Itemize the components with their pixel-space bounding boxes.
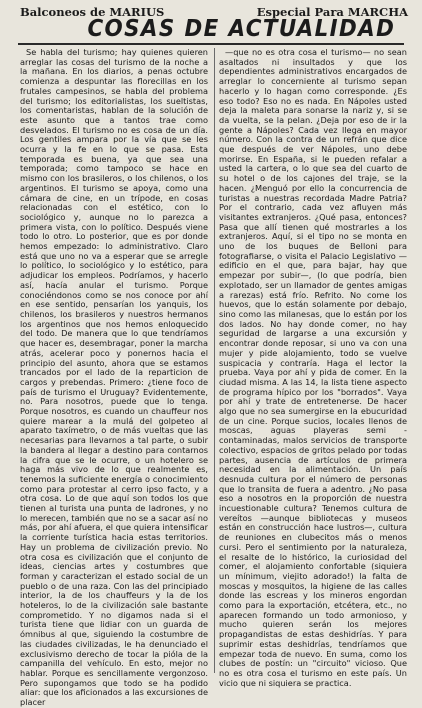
article-column-right bbox=[219, 47, 408, 688]
header-rule bbox=[18, 43, 404, 45]
article-text: —que no es otra cosa el turismo— no sean asaltados ni insultados y que los dependientes administrativos encargados de arreglar lo concerniente al turismo sepan hacerlo y lo hagan como corresponde. ¿Es eso todo? Eso no es nada. En Nápoles usted deja la maleta para sonarse la nariz y, si se da vuelta, se la pelan. ¿Deja por eso de ir la gente a Nápoles? Cada vez llega en mayor número. Con la contra de un refrán que dice que después de ver Nápoles, uno debe morirse. En España, si le pueden refalar a usted la cartera, o lo que sea del cuarto de su hotel o de los cajones del traje, se la hacen. ¿Menguó por ello la concurrencia de turistas a nuestras recordada Madre Patria? Por el contrario, cada vez afluyen más visitantes extranjeros. ¿Qué pasa, entonces? Pasa que allí tienen qué mostrarles a los extranjeros. Aquí, si el tipo no se monta en uno de los buques de Belloni para fotografiarse, o visita el Palacio Legislativo —edificio en el que, para bajar, hay que empezar por subir—, (lo que podría, bien explotado, ser un llamador de gentes amigas a rarezas) está frío. Refrito. No come los huevos, que lo están solamente por debajo, sino como las milanesas, que lo están por los dos lados. No hay donde comer, no hay seguridad de largarse a una excursión y encontrar donde reposar, si uno va con una mujer y pide alojamiento, todo se vuelve suspicacia y contraría. Haga el lector la prueba. Vaya por ahí y pida de comer. En la ciudad misma. A las 14, la lista tiene aspecto de programa hípico por los "borrados". Vaya por ahí y trate de entretenerse. De hacer algo que no sea sumergirse en la ebucuridad de un cine. Porque sucios, locales llenos de moscas, aguas playeras semi - contaminadas, malos servicios de transporte colectivo, espacios de gritos pelado por todas partes, ausencia de artículos de primera necesidad en la alimentación. Un país desnuda cultura por el número de personas que lo transita de fuera a adentro. ¿No pasa eso a nosotros en la proporción de nuestra incuestionable cultura? Tenemos cultura de vereítos —aunque bibliotecas y museos están en construcción hace lustros—, cultura de reuniones en clubecitos más o menos cursi. Pero el sentimiento por la naturaleza, el resalte de lo histórico, la curiosidad del comer, el alojamiento confortable (siquiera un mínimum, viejito adorado!) la falta de moscas y mosquitos, la higiene de las calles donde las escreas y los mineros engordan como para la exportación, etcétera, etc., no aparecen formando un todo armonioso, y mucho quieren serán los mejores propagandistas de estas deshidrías. Y para suprimir estas deshidrías, tendríamos que empezar toda de nuevo. En suma, como los clubes de postín: un "circuito" vicioso. Que no es otra cosa el turismo en este país. Un vicio que ni siquiera se practica. bbox=[219, 47, 408, 688]
headline: COSAS DE ACTUALIDAD bbox=[87, 16, 396, 42]
column-byline: Balconeos de MARIUS bbox=[20, 5, 165, 19]
article-column-left bbox=[20, 47, 208, 708]
column-divider bbox=[214, 48, 215, 673]
publication-credit: Especial Para MARCHA bbox=[256, 5, 408, 19]
article-text: Se habla del turismo; hay quienes quieren arreglar las cosas del turismo de la noche a la mañana. En los diarios, a penas octubre comienza a despuntar las florecillas en los frutales campesinos, se habla del problema del turismo; los editorialistas, los sueltistas, los comentaristas, hablan de la solución de este asunto que a tantos trae como desvelados. El turismo no es cosa de un día. Los gentiles ampara por la vía que se les ocurra y la fe en lo que se pasa. Esta temporada es buena, ya que sea una temporada; como tampoco se hace en mismo con los brasileros, o los chilenos, o los argentinos. El turismo se apoya, como una cámara de cine, en un trípode, en cosas relacionadas con el estético, con lo sociológico y, aunque no lo parezca a primera vista, con lo político. Después viene todo lo otro. Lo posterior, que es por donde hemos empezado: lo administrativo. Claro está que uno no va a esperar que se arregle lo político, lo sociológico y lo estético, para adjudicar los empleos. Podríamos, y hacerlo así, hacía anular el turismo. Porque conociéndonos como se nos conoce por ahí en ese sentido, pensarían los yanquis, los chilenos, los brasileros y nuestros hermanos los argentinos que nos hemos enloquecido del todo. De manera que lo que tendríamos que hacer es, desembragar, poner la marcha atrás, acelerar poco y ponernos hacia el principio del asunto, ahora que se estamos trancados por el lado de la reparticion de cargos y prebendas. Primero: ¿tiene foco de país de turismo el Uruguay? Evidentemente, no. Para nosotros, puede que lo tenga. Porque nosotros, es cuando un chauffeur nos quiere marear a la mulá del golpeteo al aparato taxímetro, o de más vueltas que las necesarias para llevarnos a tal parte, o subir la bandera al llegar a destino para contarnos la cifra que se le ocurre, o un hotelero se haga más vivo de lo que realmente es, tenemos la suficiente energía o conocimiento como para protestar al cerro ipso facto, y a otra cosa. Lo de que aquí son todos los que tienen al turista una punta de ladrones, y no lo merecen, también que no se a sacar así no más, por ahí afuera, el que quiera intensificar la corriente turística hacia estas territorios. Hay un problema de civilización previo. No otra cosa es civilización que el conjunto de ideas, ciencias artes y costumbres que forman y caracterizan el estado social de un pueblo o de una raza. Con las del principiado interior, la de los chauffeurs y la de los hoteleros, lo de la civilización sale bastante comprometido. Y no digamos nada si el turista tiene que lidiar con un guarda de ómnibus al que, siguiendo la costumbre de las ciudades civilizadas, le ha denunciado el exclusivismo derecho de tocar la pióla de la campanilla del vehículo. En esto, mejor no hablar. Porque es sencillamente vergonzoso. Pero supongamos que todo se ha podido aliar: que los aficionados a las excursiones de placer bbox=[20, 47, 208, 708]
